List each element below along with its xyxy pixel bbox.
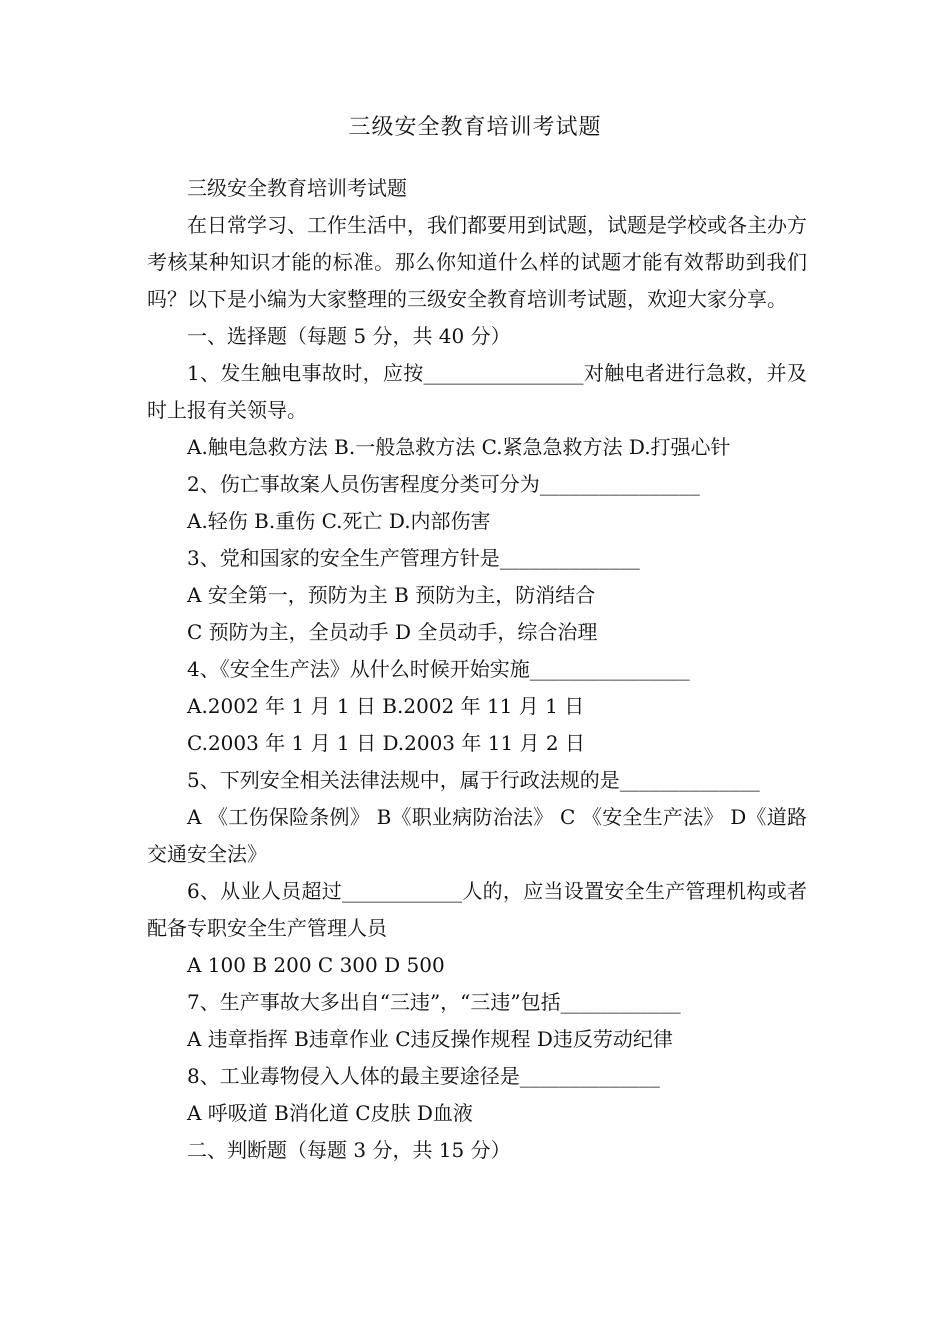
question-2: 2、伤亡事故案人员伤害程度分类可分为________________ xyxy=(187,472,700,496)
page-title: 三级安全教育培训考试题 xyxy=(348,115,602,140)
section-heading-judgement: 二、判断题（每题 3 分，共 15 分） xyxy=(187,1138,511,1162)
question-5: 5、下列安全相关法律法规中，属于行政法规的是______________ xyxy=(187,768,760,792)
document-body xyxy=(147,170,807,1169)
question-3-options-cd: C 预防为主，全员动手 D 全员动手，综合治理 xyxy=(187,620,598,644)
question-1-options: A.触电急救方法 B.一般急救方法 C.紧急急救方法 D.打强心针 xyxy=(187,435,731,459)
question-4: 4、《安全生产法》从什么时候开始实施________________ xyxy=(187,657,690,681)
question-8: 8、工业毒物侵入人体的最主要途径是______________ xyxy=(187,1064,660,1088)
question-2-options: A.轻伤 B.重伤 C.死亡 D.内部伤害 xyxy=(187,509,491,533)
question-7-options: A 违章指挥 B违章作业 C违反操作规程 D违反劳动纪律 xyxy=(187,1027,673,1051)
section-heading-choice: 一、选择题（每题 5 分，共 40 分） xyxy=(187,324,511,348)
question-4-options-ab: A.2002 年 1 月 1 日 B.2002 年 11 月 1 日 xyxy=(187,694,585,718)
question-7: 7、生产事故大多出自“三违”，“三违”包括____________ xyxy=(187,990,681,1014)
question-6: 6、从业人员超过____________人的，应当设置安全生产管理机构或者配备专职安全生产管理人员 xyxy=(147,879,807,940)
question-5-options: A 《工伤保险条例》 B《职业病防治法》 C 《安全生产法》 D《道路交通安全法》 xyxy=(147,805,807,866)
paragraph-intro: 在日常学习、工作生活中，我们都要用到试题，试题是学校或各主办方考核某种知识才能的标准。那么你知道什么样的试题才能有效帮助到我们吗？以下是小编为大家整理的三级安全教育培训考试题，欢迎大家分享。 xyxy=(147,213,807,311)
question-1: 1、发生触电事故时，应按________________对触电者进行急救，并及时上报有关领导。 xyxy=(147,361,807,422)
question-3: 3、党和国家的安全生产管理方针是______________ xyxy=(187,546,640,570)
question-6-options: A 100 B 200 C 300 D 500 xyxy=(187,953,445,977)
question-3-options-ab: A 安全第一，预防为主 B 预防为主，防消结合 xyxy=(187,583,596,607)
question-4-options-cd: C.2003 年 1 月 1 日 D.2003 年 11 月 2 日 xyxy=(187,731,585,755)
paragraph-subtitle: 三级安全教育培训考试题 xyxy=(187,176,407,200)
question-8-options: A 呼吸道 B消化道 C皮肤 D血液 xyxy=(187,1101,473,1125)
